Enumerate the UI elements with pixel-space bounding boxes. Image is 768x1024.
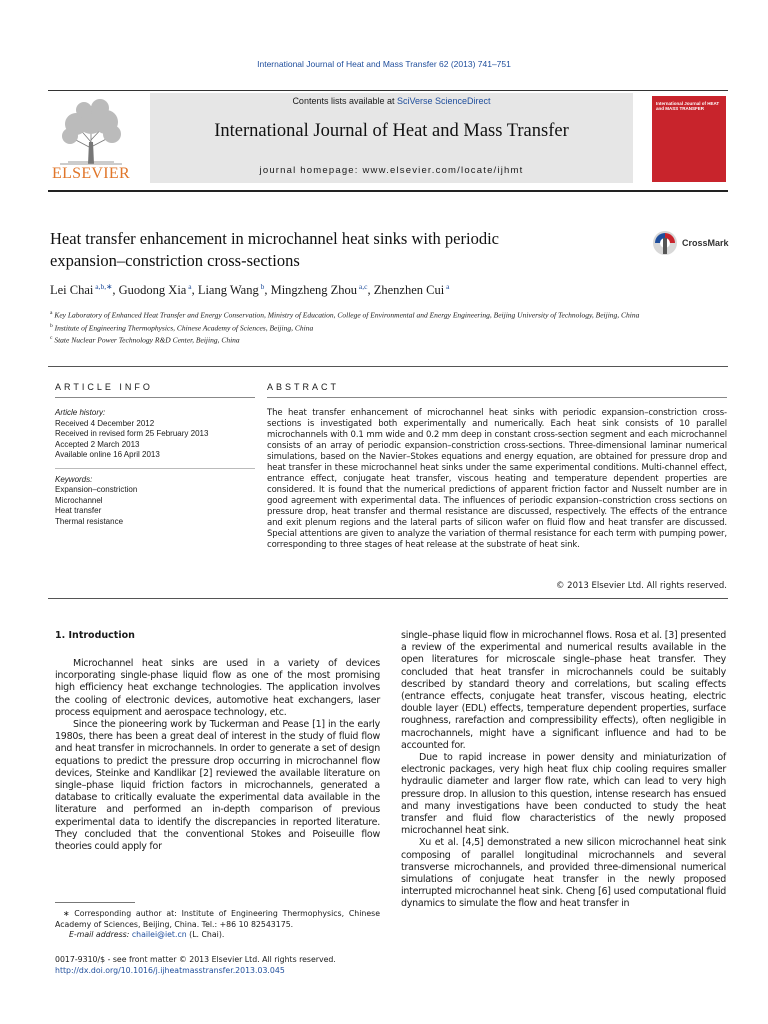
affiliation-text: State Nuclear Power Technology R&D Center, Beijing, China xyxy=(52,335,240,345)
article-info-heading: ARTICLE INFO xyxy=(55,382,153,392)
author-3: Liang Wang xyxy=(197,283,259,298)
author-5-affil-mark[interactable]: a xyxy=(444,282,450,291)
affiliation-b xyxy=(50,321,730,334)
crossmark-icon xyxy=(652,230,678,256)
keyword: Thermal resistance xyxy=(55,516,124,526)
author-4: Mingzheng Zhou xyxy=(270,283,358,298)
keyword: Heat transfer xyxy=(55,506,102,515)
article-title-line-1: Heat transfer enhancement in microchannel heat sinks with periodic xyxy=(50,229,499,248)
email-line xyxy=(55,930,380,941)
affiliation-text: Key Laboratory of Enhanced Heat Transfer and Energy Conservation, Ministry of Education, College of Environmental and Energy Engineering, Beijing University of Technology, Beijing, China xyxy=(52,310,640,320)
footnote-rule xyxy=(55,902,135,903)
history-received: Received 4 December 2012 xyxy=(55,418,155,428)
crossmark-badge[interactable] xyxy=(652,230,732,256)
header-top-rule xyxy=(48,90,728,91)
header-bottom-rule xyxy=(48,190,728,192)
doi-link[interactable]: http://dx.doi.org/10.1016/j.ijheatmasstransfer.2013.03.045 xyxy=(55,966,285,975)
corresponding-footnote xyxy=(55,909,380,941)
abstract-bottom-rule xyxy=(48,598,728,599)
body-paragraph: Xu et al. [4,5] demonstrated a new silicon microchannel heat sink composing of parallel longitudinal microchannels and several transverse microchannels, and provided three-dimensional numerical simulations of conjugate heat transfer in the newly proposed interrupted microchannel heat sink. Cheng [6] used computational fluid dynamics to simulate the flow and heat transfer in xyxy=(401,837,726,910)
body-paragraph: Due to rapid increase in power density and miniaturization of electronic packages, very high heat flux chip cooling requires smaller hydraulic diameter and larger flow rate, which can lead to very high pressure drop. In allusion to this question, intense research has ensued and many investigations have been conducted to study the heat transfer and fluid flow characteristics of the newly proposed microchannel heat sink. xyxy=(401,752,726,837)
abstract-heading: ABSTRACT xyxy=(267,382,340,392)
article-title-line-2: expansion–constriction cross-sections xyxy=(50,251,300,270)
history-revised: Received in revised form 25 February 2013 xyxy=(55,429,209,438)
email-suffix: (L. Chai). xyxy=(186,930,225,939)
crossmark-label: CrossMark xyxy=(682,238,729,248)
email-link[interactable]: chailei@iet.cn xyxy=(131,930,187,939)
journal-cover-text: International Journal of HEAT and MASS TRANSFER xyxy=(656,101,720,111)
keyword: Expansion–constriction xyxy=(55,485,138,494)
keyword: Microchannel xyxy=(55,495,103,505)
section-heading: 1. Introduction xyxy=(55,630,135,641)
author-4-affil-mark[interactable]: a,c xyxy=(357,282,368,291)
affiliation-text: Institute of Engineering Thermophysics, Chinese Academy of Sciences, Beijing, China xyxy=(52,323,314,332)
abstract-copyright: © 2013 Elsevier Ltd. All rights reserved. xyxy=(555,581,727,591)
affiliation-mark: b xyxy=(50,322,53,329)
author-separator: , xyxy=(191,283,198,298)
article-info xyxy=(55,408,255,527)
contents-prefix: Contents lists available at xyxy=(292,96,397,106)
article-title xyxy=(50,228,630,272)
abstract-heading-rule xyxy=(267,397,727,398)
info-top-rule xyxy=(48,366,728,367)
journal-homepage xyxy=(150,165,633,176)
issn-line: 0017-9310/$ - see front matter © 2013 Elsevier Ltd. All rights reserved. xyxy=(55,955,336,964)
author-5: Zhenzhen Cui xyxy=(373,283,445,298)
body-left-column xyxy=(55,658,380,853)
sciencedirect-link[interactable]: SciVerse ScienceDirect xyxy=(397,96,491,106)
affiliation-mark: a xyxy=(50,310,53,316)
history-online: Available online 16 April 2013 xyxy=(55,450,160,459)
affiliation-mark: c xyxy=(50,335,53,341)
author-1-affil-mark[interactable]: a,b,∗ xyxy=(93,282,113,291)
journal-title: International Journal of Heat and Mass Transfer xyxy=(214,121,569,141)
author-1: Lei Chai xyxy=(50,283,94,298)
body-right-column xyxy=(401,630,726,911)
homepage-url[interactable]: www.elsevier.com/locate/ijhmt xyxy=(362,165,524,176)
affiliation-a xyxy=(50,308,730,321)
corresponding-author: ∗ Corresponding author at: Institute of Engineering Thermophysics, Chinese Academy of Sciences, Beijing, China. Tel.: +86 10 82543175. xyxy=(55,909,380,929)
front-matter xyxy=(55,954,380,976)
author-2: Guodong Xia xyxy=(118,283,187,298)
author-list xyxy=(50,282,730,298)
info-divider xyxy=(55,468,255,469)
email-label: E-mail address: xyxy=(69,930,132,939)
contents-line xyxy=(150,96,633,106)
history-label: Article history: xyxy=(55,408,106,417)
body-paragraph: single–phase liquid flow in microchannel flows. Rosa et al. [3] presented a review of the experimental and numerical results available in the open literatures for microscale single–phase heat transfer. They concluded that heat transfer in microchannels could be suitably described by standard theory and correlations, but scaling effects (entrance effects, conjugate heat transfer, viscous heating, electric double layer (EDL) effects, temperature dependent properties, surface roughness, rarefaction and compressibility effects), often negligible in macrochannels, might have a significant influence and had to be accounted for. xyxy=(401,630,726,751)
elsevier-wordmark: ELSEVIER xyxy=(52,165,130,182)
author-3-affil-mark[interactable]: b xyxy=(258,282,265,291)
author-separator: , xyxy=(264,283,271,298)
body-paragraph: Since the pioneering work by Tuckerman and Pease [1] in the early 1980s, there has been a great deal of interest in the study of fluid flow and heat transfer in microchannels. In order to generate a set of design equations to predict the pressure drop occurring in microchannel flow devices, Steinke and Kandlikar [2] reviewed the available literature on single–phase liquid friction factors in microchannels, generated a database to critically evaluate the experimental data available in the literature and performed an in-depth comparison of previous experimental data to identify the discrepancies in reported literature. They concluded that the conventional Stokes and Poiseuille flow theories could apply for xyxy=(55,719,380,853)
abstract-text: The heat transfer enhancement of microchannel heat sinks with periodic expansion–constriction cross-sections is investigated both experimentally and numerically. Each heat sink consists of 10 parallel microchannels with 0.1 mm wide and 0.2 mm deep in constant cross-section segment and each microchannel consists of an array of periodic expansion–constriction cross-sections. Three-dimensional laminar numerical simulations, based on the Navier–Stokes equations and energy equation, are obtained for pressure drop and heat transfer in these microchannel heat sinks under the same experimental conditions. Multi-channel effect, entrance effect, conjugate heat transfer, viscous heating and temperature dependent properties are considered. It is found that the numerical predictions of apparent friction factor and Nusselt number are in good agreement with experimental data. The influences of periodic expansion–constriction cross sections on pressure drop, heat transfer and thermal resistance are discussed, respectively. The effects of the entrance and exit plenum regions and the lateral parts of silicon wafer on fluid flow and heat transfer are discussed. Special attentions are given to analyze the variation of thermal resistance for each term with pumping power, corresponding to three stages of heat release at the substrate of heat sink. xyxy=(267,408,727,550)
body-paragraph: Microchannel heat sinks are used in a variety of devices incorporating single-phase liquid flow as one of the most promising high efficiency heat exchange technologies. The application involves the cooling of electronic devices, automotive heat exchangers, laser process equipment and aerospace technology, etc. xyxy=(55,658,380,718)
author-separator: , xyxy=(367,283,374,298)
info-heading-rule xyxy=(55,397,255,398)
author-2-affil-mark[interactable]: a xyxy=(186,282,192,291)
author-separator: , xyxy=(112,283,119,298)
homepage-prefix: journal homepage: xyxy=(259,165,363,176)
keywords-label: Keywords: xyxy=(55,474,93,484)
affiliation-c xyxy=(50,333,730,346)
affiliations xyxy=(50,308,730,346)
journal-citation[interactable]: International Journal of Heat and Mass Transfer 62 (2013) 741–751 xyxy=(257,59,511,69)
history-accepted: Accepted 2 March 2013 xyxy=(55,439,140,449)
